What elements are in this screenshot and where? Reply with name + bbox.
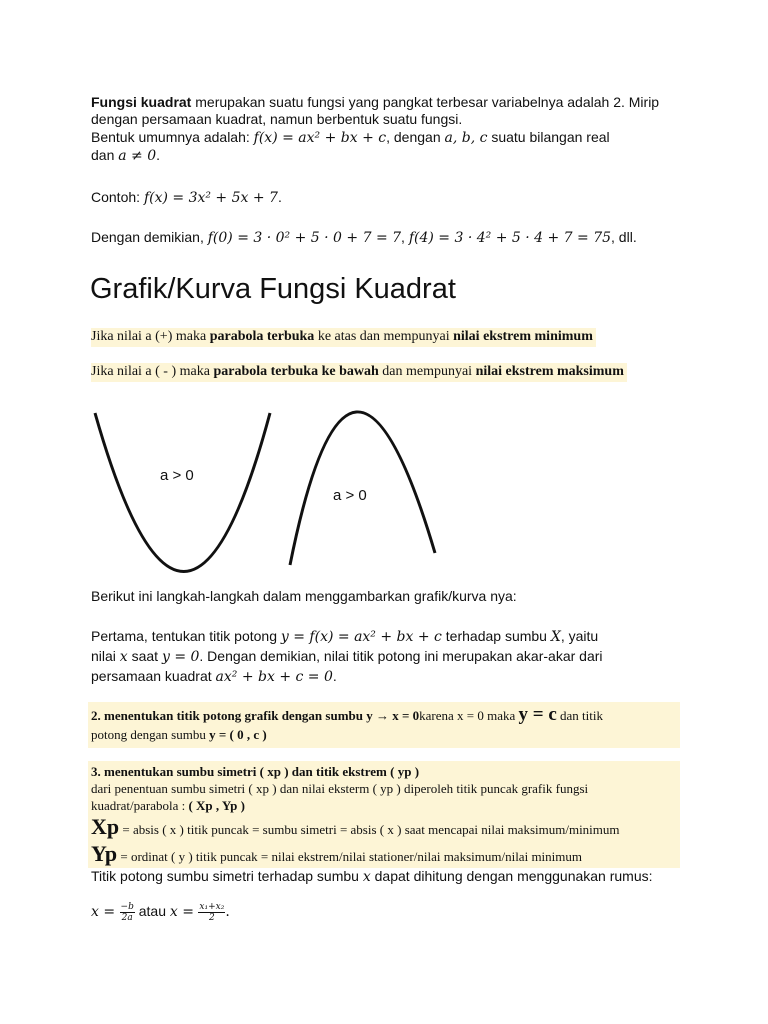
example-tail: . xyxy=(277,189,282,205)
formula-line-tail: dapat dihitung dengan menggunakan rumus: xyxy=(370,868,653,884)
rule2-bold-d: nilai ekstrem maksimum xyxy=(475,364,624,379)
step2-bold: 2. menentukan titik potong grafik dengan sumbu y → x = 0 xyxy=(91,708,420,723)
term-bold: Fungsi kuadrat xyxy=(91,94,192,110)
rule1-bold-b: parabola terbuka xyxy=(209,329,315,344)
formula-end: . xyxy=(225,904,230,921)
intro-text: merupakan suatu fungsi yang pangkat terbesar variabelnya adalah 2. Mirip xyxy=(191,94,660,110)
example-label: Contoh: xyxy=(91,189,144,205)
step3-title xyxy=(91,763,679,780)
rule2-text-c: dan mempunyai xyxy=(378,364,476,379)
step3-yp-big: Yp xyxy=(91,841,118,866)
symmetry-formula xyxy=(91,902,230,923)
step1-eq: ax² + bx + c = 0 xyxy=(215,669,333,685)
intro-line-2: dengan persamaan kuadrat, namun berbentuk suatu fungsi. xyxy=(91,111,463,127)
dan-text: dan xyxy=(91,147,119,163)
step1-a: Pertama, tentukan titik potong xyxy=(91,628,281,644)
figure-label-right: a > 0 xyxy=(333,487,367,504)
rule1-bold-d: nilai ekstrem minimum xyxy=(453,329,593,344)
step3-line-1: dari penentuan sumbu simetri ( xp ) dan nilai eksterm ( yp ) diperoleh titik puncak grafik fungsi xyxy=(91,781,589,796)
step3-xp-line xyxy=(91,814,679,842)
step1-c: , yaitu xyxy=(560,628,599,644)
general-form-expr: f(x) = ax² + bx + c xyxy=(253,130,387,146)
formula-line: Titik potong sumbu simetri terhadap sumbu xyxy=(91,868,363,884)
general-form-line xyxy=(91,129,731,147)
step3-title-text: 3. menentukan sumbu simetri ( xp ) dan titik ekstrem ( yp ) xyxy=(91,764,420,779)
step2-line2a: potong dengan sumbu xyxy=(91,727,210,742)
rule-positive-a xyxy=(91,328,596,347)
step1-x: x xyxy=(119,649,128,665)
rule1-text-c: ke atas dan mempunyai xyxy=(314,329,454,344)
step3-line2b: ( Xp , Yp ) xyxy=(188,798,245,813)
condition-line xyxy=(91,147,731,165)
section-heading: Grafik/Kurva Fungsi Kuadrat xyxy=(90,273,456,305)
form-lead: Bentuk umumnya adalah: xyxy=(91,129,254,145)
step2-mid: karena x = 0 maka xyxy=(419,708,519,723)
step-2-paragraph xyxy=(91,704,681,743)
step1-line-1 xyxy=(91,627,731,647)
consequence-sep: , xyxy=(401,229,409,245)
step1-line-3 xyxy=(91,667,731,687)
consequence-expr-2: f(4) = 3 · 4² + 5 · 4 + 7 = 75 xyxy=(408,230,612,246)
step-3-paragraph xyxy=(91,763,679,869)
steps-intro: Berikut ini langkah-langkah dalam menggambarkan grafik/kurva nya: xyxy=(91,588,517,604)
step1-expr: y = f(x) = ax² + bx + c xyxy=(280,629,442,645)
step1-g: persamaan kuadrat xyxy=(91,668,216,684)
fraction-1-numerator: −b xyxy=(120,902,134,912)
step-1-paragraph xyxy=(91,627,731,687)
fraction-1 xyxy=(120,902,135,923)
step1-d: nilai xyxy=(91,648,120,664)
step1-f: . Dengan demikian, nilai titik potong ini merupakan akar-akar dari xyxy=(199,648,603,664)
form-tail: suatu bilangan real xyxy=(487,129,610,145)
step2-line-2 xyxy=(91,727,681,743)
step1-b: terhadap sumbu xyxy=(441,628,551,644)
condition-tail: . xyxy=(156,147,161,163)
parabola-figure xyxy=(80,395,460,585)
intro-line-1 xyxy=(91,94,731,111)
figure-label-left: a > 0 xyxy=(160,467,194,484)
step3-xp-big: Xp xyxy=(91,814,120,839)
step2-big: y = c xyxy=(518,704,557,725)
fraction-2 xyxy=(198,902,225,923)
step1-axis: X xyxy=(550,629,561,645)
example-expr: f(x) = 3x² + 5x + 7 xyxy=(143,190,278,206)
rule-negative-a xyxy=(91,363,627,382)
step2-line2b: y = ( 0 , c ) xyxy=(209,727,267,742)
step3-yp-text: = ordinat ( y ) titik puncak = nilai ekstrem/nilai stationer/nilai maksimum/nilai minimum xyxy=(117,849,582,864)
rule2-text-a: Jika nilai a ( - ) maka xyxy=(91,364,214,379)
form-vars: a, b, c xyxy=(444,130,488,146)
step3-xp-text: = absis ( x ) titik puncak = sumbu simetri = absis ( x ) saat mencapai nilai maksimum/minimum xyxy=(119,822,620,837)
intro-paragraph xyxy=(91,94,731,165)
example-line xyxy=(91,189,282,207)
step3-yp-line xyxy=(91,842,679,869)
step3-line2a: kuadrat/parabola : xyxy=(91,798,189,813)
upward-parabola xyxy=(95,413,270,572)
step2-line-1 xyxy=(91,704,681,727)
formula-lhs-1: x = xyxy=(91,904,120,921)
step1-line-2 xyxy=(91,647,731,667)
fraction-1-denominator: 2a xyxy=(121,913,133,923)
formula-x: x xyxy=(362,869,371,885)
step1-y0: y = 0 xyxy=(161,649,200,665)
formula-intro xyxy=(91,868,653,886)
fraction-2-numerator: x₁+x₂ xyxy=(199,902,225,912)
step1-e: saat xyxy=(127,648,162,664)
consequence-line xyxy=(91,229,637,247)
step1-h: . xyxy=(332,668,337,684)
rule1-text-a: Jika nilai a (+) maka xyxy=(91,329,210,344)
step3-line-2 xyxy=(91,797,679,814)
consequence-tail: , dll. xyxy=(611,229,637,245)
condition-expr: a ≠ 0 xyxy=(118,148,157,164)
consequence-label: Dengan demikian, xyxy=(91,229,208,245)
consequence-expr-1: f(0) = 3 · 0² + 5 · 0 + 7 = 7 xyxy=(207,230,402,246)
formula-atau: atau xyxy=(134,903,170,920)
rule2-bold-b: parabola terbuka ke bawah xyxy=(213,364,379,379)
form-mid: , dengan xyxy=(386,129,445,145)
step2-tail: dan titik xyxy=(556,708,603,723)
formula-lhs-2: x = xyxy=(169,904,199,921)
fraction-2-denominator: 2 xyxy=(209,913,215,923)
